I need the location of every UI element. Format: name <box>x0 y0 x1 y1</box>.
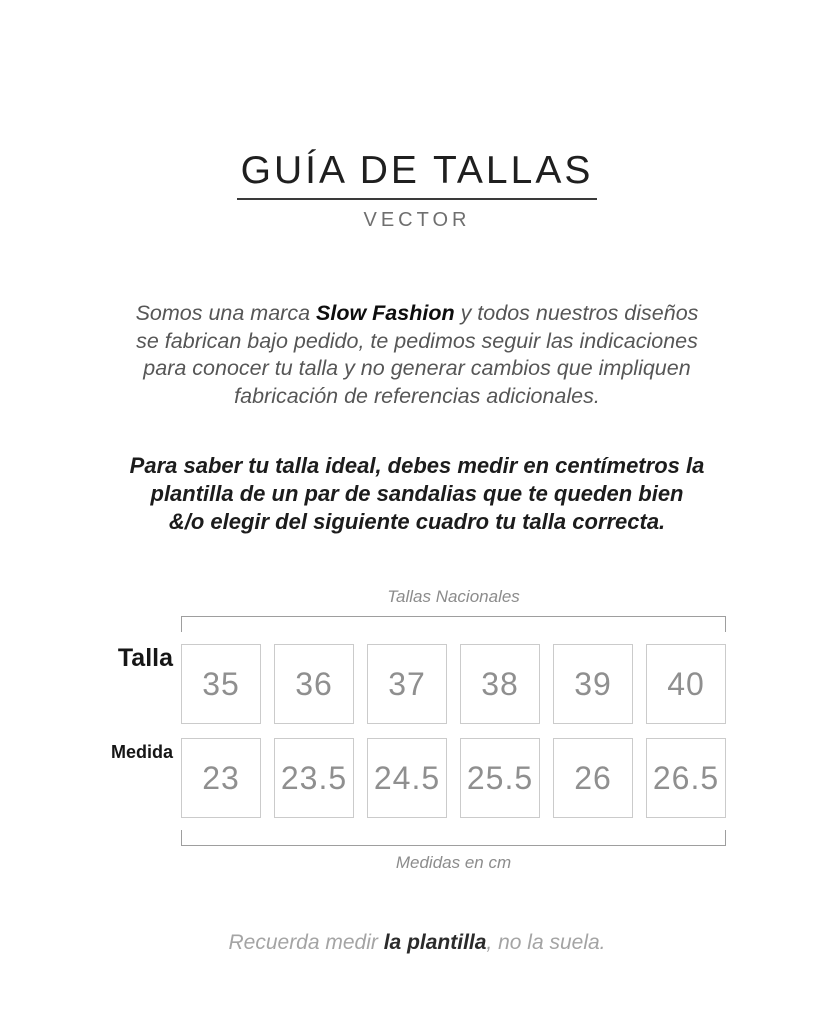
measure-cell <box>274 738 354 818</box>
instruction-line-2: plantilla de un par de sandalias que te queden bien <box>150 481 684 506</box>
page-title: GUÍA DE TALLAS <box>237 149 598 200</box>
size-value: 40 <box>667 665 705 702</box>
measure-cell <box>460 738 540 818</box>
measure-cell <box>367 738 447 818</box>
size-value: 35 <box>202 665 240 702</box>
row-label-medida: Medida <box>110 742 173 762</box>
instruction-line-3: &/o elegir del siguiente cuadro tu talla correcta. <box>168 509 666 534</box>
size-cell <box>460 644 540 724</box>
measure-value: 23 <box>202 759 240 796</box>
bottom-bracket <box>181 830 726 846</box>
footer-text-segment: Recuerda medir <box>228 931 384 954</box>
measure-cell <box>553 738 633 818</box>
measure-value: 25.5 <box>466 759 534 796</box>
measure-value: 23.5 <box>280 759 348 796</box>
brand-name: VECTOR <box>363 209 471 231</box>
size-value: 37 <box>388 665 426 702</box>
measure-value: 26.5 <box>652 759 720 796</box>
intro-line-4: fabricación de referencias adicionales. <box>234 383 600 408</box>
size-cell <box>367 644 447 724</box>
intro-line-2: se fabrican bajo pedido, te pedimos seguir las indicaciones <box>136 328 698 353</box>
size-cell <box>553 644 633 724</box>
size-cell <box>646 644 726 724</box>
instruction-paragraph <box>0 452 834 536</box>
footer-bold-segment: la plantilla <box>383 931 487 954</box>
size-cell <box>181 644 261 724</box>
header <box>0 149 834 200</box>
instruction-line-1: Para saber tu talla ideal, debes medir en centímetros la <box>129 453 705 478</box>
size-cell <box>274 644 354 724</box>
top-bracket <box>181 616 726 632</box>
intro-text-segment: Somos una marca <box>135 301 317 325</box>
row-label-talla: Talla <box>117 644 173 672</box>
intro-line-3: para conocer tu talla y no generar cambios que impliquen <box>143 356 691 380</box>
measure-value: 24.5 <box>373 759 441 796</box>
measure-value: 26 <box>574 759 612 796</box>
intro-bold-segment: Slow Fashion <box>316 301 455 325</box>
size-value: 36 <box>295 665 333 702</box>
footer-text-segment: , no la suela. <box>486 931 606 954</box>
size-value: 38 <box>481 665 519 702</box>
measure-cell <box>646 738 726 818</box>
size-value: 39 <box>574 665 612 702</box>
intro-text-segment: y todos nuestros diseños <box>454 301 699 325</box>
intro-paragraph <box>0 300 834 410</box>
table-top-caption: Tallas Nacionales <box>387 587 520 606</box>
table-bottom-caption: Medidas en cm <box>395 853 512 872</box>
footer-note <box>0 930 834 956</box>
intro-line-1 <box>0 300 834 328</box>
measure-cell <box>181 738 261 818</box>
